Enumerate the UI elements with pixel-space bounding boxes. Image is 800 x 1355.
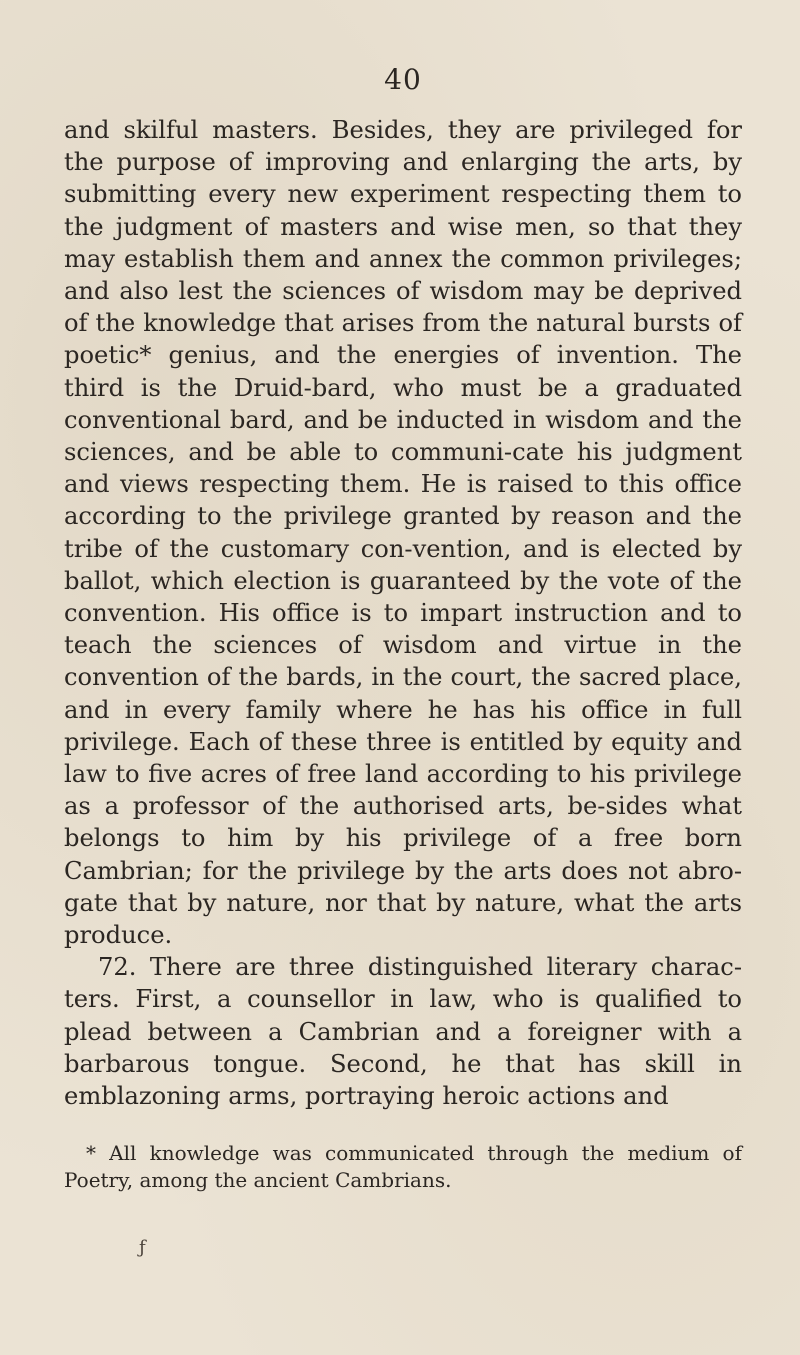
page-number: 40 [384, 63, 422, 96]
body-text [64, 114, 742, 1112]
stray-ink-mark: ƒ [139, 1237, 146, 1258]
paragraph-72: 72. There are three distinguished literary charac-ters. First, a counsellor in law, who is qualified to plead between a Cambrian and a foreigner with a barbarous tongue. Second, he that has skill in emblazoning arms, portraying heroic actions and [64, 953, 742, 1111]
footnote: * All knowledge was communicated through the medium of Poetry, among the ancient Cambrians. [64, 1141, 742, 1193]
paragraph-continuation: and skilful masters. Besides, they are privileged for the purpose of improving and enlarging the arts, by submitting every new experiment respecting them to the judgment of masters and wise men, so that they may establish them and annex the common privileges; and also lest the sciences of wisdom may be deprived of the knowledge that arises from the natural bursts of poetic* genius, and the energies of invention. The third is the Druid-bard, who must be a graduated conventional bard, and be inducted in wisdom and the sciences, and be able to communi-cate his judgment and views respecting them. He is raised to this office according to the privilege granted by reason and the tribe of the customary con-vention, and is elected by ballot, which election is guaranteed by the vote of the convention. His office is to impart instruction and to teach the sciences of wisdom and virtue in the convention of the bards, in the court, the sacred place, and in every family where he has his office in full privilege. Each of these three is entitled by equity and law to five acres of free land according to his privilege as a professor of the authorised arts, be-sides what belongs to him by his privilege of a free born Cambrian; for the privilege by the arts does not abro-gate that by nature, nor that by nature, what the arts produce. [64, 116, 742, 950]
